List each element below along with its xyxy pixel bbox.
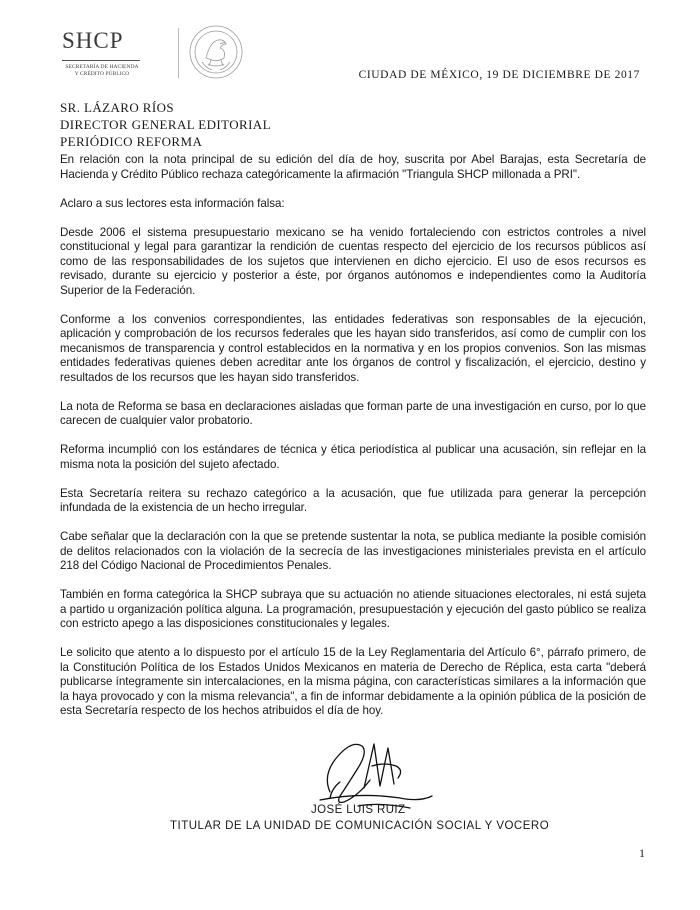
mexican-coat-of-arms-icon <box>184 22 248 82</box>
addressee-position: DIRECTOR GENERAL EDITORIAL <box>60 117 271 132</box>
letterhead <box>52 22 252 82</box>
body-paragraph: La nota de Reforma se basa en declaraciones aisladas que forman parte de una investigación en curso, por lo que carecen de cualquier valor probatorio. <box>60 399 646 427</box>
body-paragraph: Esta Secretaría reitera su rechazo categórico a la acusación, que fue utilizada para generar la percepción infundada de la existencia de un hecho irregular. <box>60 486 646 514</box>
addressee-block <box>60 99 271 150</box>
addressee-name: SR. LÁZARO RÍOS <box>60 100 174 115</box>
body-paragraph: Cabe señalar que la declaración con la que se pretende sustentar la nota, se publica mediante la posible comisión de delitos relacionados con la violación de la secrecía de las investigaciones ministeriales prevista en el artículo 218 del Código Nacional de Procedimientos Penales. <box>60 530 646 572</box>
addressee-organization: PERIÓDICO REFORMA <box>60 134 203 149</box>
page-number: 1 <box>639 846 645 860</box>
handwritten-signature <box>300 722 450 817</box>
agency-name-line1: SECRETARÍA DE HACIENDA <box>65 64 139 70</box>
letterhead-divider <box>178 28 179 78</box>
body-paragraph: Desde 2006 el sistema presupuestario mexicano se ha venido fortaleciendo con estrictos controles a nivel constitucional y legal para garantizar la rendición de cuentas respecto del ejercicio de los recursos públicos así como de las responsabilidades de los sujetos que intervienen en dicho ejercicio. El uso de esos recursos es revisado, durante su ejercicio y posterior a éste, por órganos autónomos e independientes como la Auditoría Superior de la Federación. <box>60 225 646 297</box>
body-paragraph: Aclaro a sus lectores esta información falsa: <box>60 196 285 210</box>
agency-name-line2: Y CRÉDITO PÚBLICO <box>74 71 130 77</box>
letter-date: CIUDAD DE MÉXICO, 19 DE DICIEMBRE DE 2017 <box>358 69 640 81</box>
agency-name <box>56 64 148 78</box>
signer-name: JOSÉ LUIS RUIZ <box>311 804 406 816</box>
body-paragraph: Conforme a los convenios correspondientes, las entidades federativas son responsables de la ejecución, aplicación y comprobación de los recursos federales que les hayan sido transferidos, así como de cumplir con los mecanismos de transparencia y control establecidos en la normativa y en los propios convenios. Son las mismas entidades federativas quienes deben acreditar ante los órganos de control y fiscalización, el ejercicio, destino y resultados de los recursos que les hayan sido transferidos. <box>60 312 646 384</box>
body-paragraph: Reforma incumplió con los estándares de técnica y ética periodística al publicar una acusación, sin reflejar en la misma nota la posición del sujeto afectado. <box>60 443 646 471</box>
body-paragraph: También en forma categórica la SHCP subraya que su actuación no atiende situaciones electorales, ni está sujeta a partido u organización política alguna. La programación, presupuestación y ejecución del gasto público se realiza con estricto apego a las disposiciones constitucionales y legales. <box>60 588 646 630</box>
body-paragraph: Le solicito que atento a lo dispuesto por el artículo 15 de la Ley Reglamentaria del Artículo 6°, párrafo primero, de la Constitución Política de los Estados Unidos Mexicanos en materia de Derecho de Réplica, esta carta "deberá publicarse íntegramente sin intercalaciones, en la misma página, con características similares a la información que la haya provocado y con la misma relevancia", a fin de informar debidamente a la opinión pública de la posición de esta Secretaría respecto de los hechos atribuidos el día de hoy. <box>60 646 646 717</box>
agency-acronym: SHCP <box>62 28 124 53</box>
letterhead-rule <box>62 60 140 61</box>
signer-title: TITULAR DE LA UNIDAD DE COMUNICACIÓN SOCIAL Y VOCERO <box>170 820 550 832</box>
letter-body <box>60 153 646 733</box>
body-paragraph: En relación con la nota principal de su edición del día de hoy, suscrita por Abel Barajas, esta Secretaría de Hacienda y Crédito Público rechaza categóricamente la afirmación "Triangula SHCP millonada a PRI". <box>60 153 646 181</box>
